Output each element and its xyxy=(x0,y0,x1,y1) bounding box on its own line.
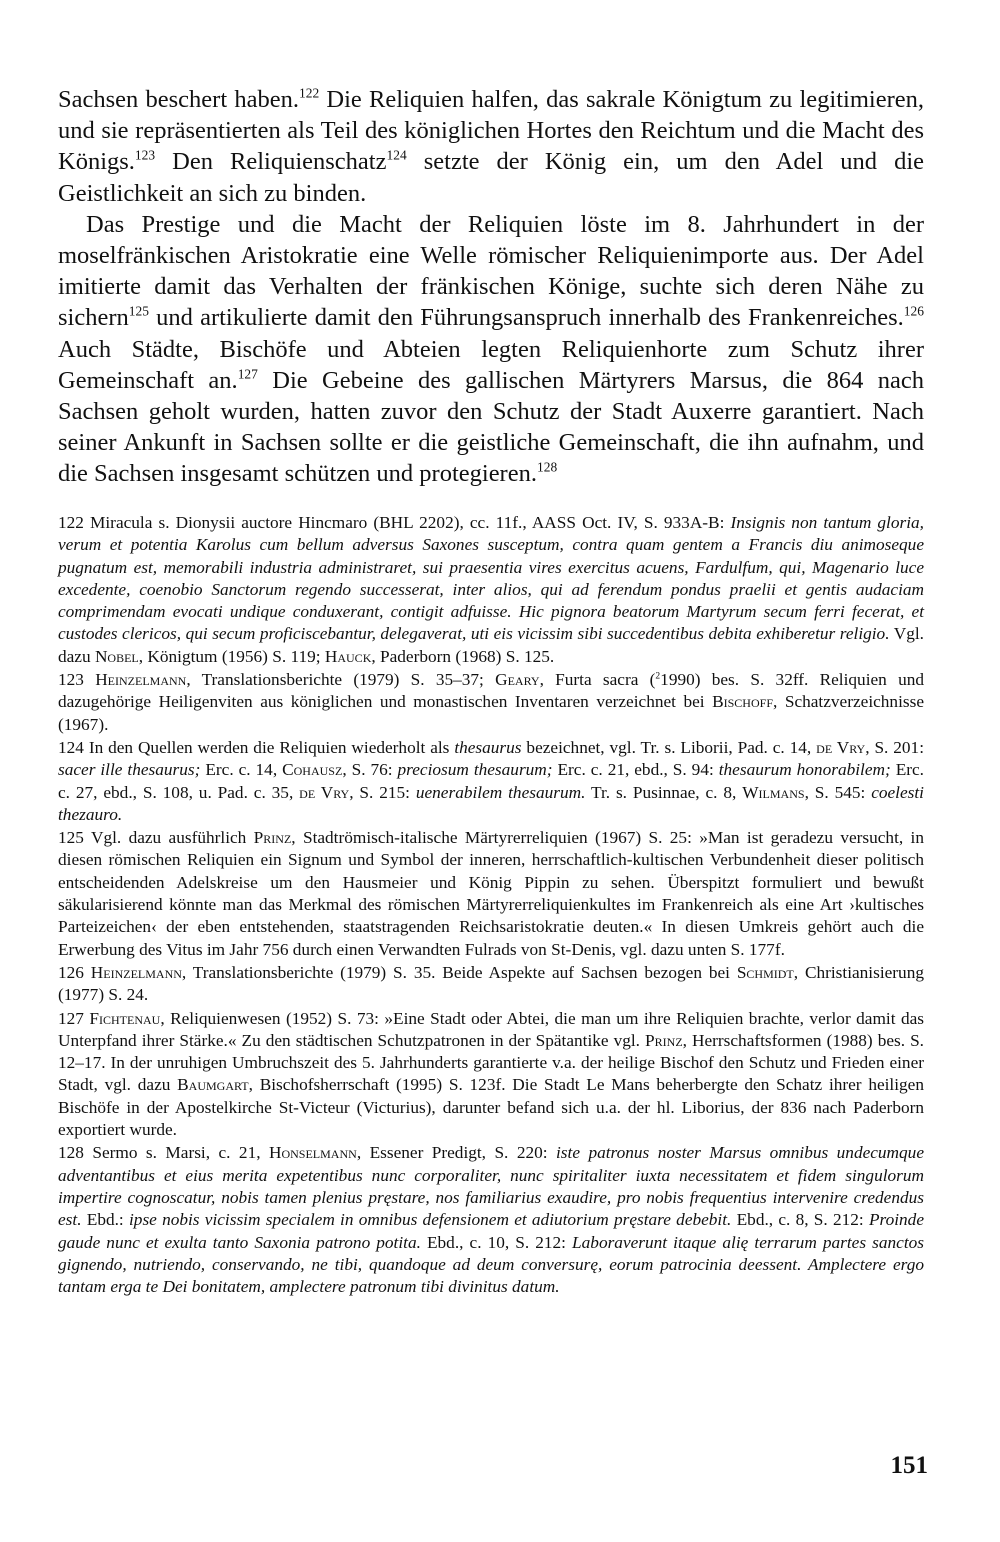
text-run: , S. 76: xyxy=(342,760,398,780)
footnote-ref-122[interactable]: 122 xyxy=(298,85,320,101)
text-run: Den Reliquienschatz xyxy=(155,148,387,176)
author-name: Wilmans xyxy=(742,782,805,802)
text-run: Erc. c. 14, xyxy=(200,760,283,780)
page-number: 151 xyxy=(890,1452,928,1479)
latin-quote: uenerabilem thesaurum. xyxy=(415,782,586,802)
text-run: , S. 201: xyxy=(865,737,925,757)
text-run: , S. 545: xyxy=(804,782,872,802)
text-run: , Paderborn (1968) S. 125. xyxy=(371,646,555,666)
footnote-ref-128[interactable]: 128 xyxy=(536,460,558,476)
footnote-126 xyxy=(58,962,924,1007)
text-run: 125 Vgl. dazu ausführlich xyxy=(58,828,254,848)
text-run: , Stadtrömisch-italische Märtyrerreliquien (1967) S. 25: »Man ist geradezu versucht, in diesen römischen Reliquien ein Signum und Symbol der inneren, herrschaftlich-kultischen Verbundenheit dieser politisch entscheidenden Adelskreise um den Hausmeier und König Pippin zu sehen. Überspitzt formuliert und bewußt säkularisierend könnte man das Merkmal des römischen Märtyrerreliquienkultes im Frankenreich als eine Art ›kultisches Parteizeichen‹ der eben entstehenden, staatstragenden Reichsaristokratie deuten.« In diesen Umkreis gehört auch die Erwerbung des Vitus im Jahr 756 durch einen Verwandten Fulrads von St-Denis, vgl. dazu unten S. 177f. xyxy=(58,828,924,959)
footnote-ref-123[interactable]: 123 xyxy=(134,147,156,163)
main-text xyxy=(58,84,924,490)
footnote-122 xyxy=(58,512,924,668)
footnote-ref-125[interactable]: 125 xyxy=(128,304,149,319)
latin-quote: sacer ille thesaurus; xyxy=(58,760,201,780)
text-run: 123 xyxy=(58,670,96,690)
text-run: Erc. c. 21, ebd., S. 94: xyxy=(552,760,719,780)
paragraph-2 xyxy=(58,209,924,490)
text-run: , Translationsberichte (1979) S. 35. Beide Aspekte auf Sachsen bezogen bei xyxy=(181,962,737,982)
author-name: Prinz xyxy=(253,828,292,848)
text-run: Erc. c. 27, ebd., S. 108, u. Pad. c. 35, xyxy=(58,760,924,802)
footnote-ref-124[interactable]: 124 xyxy=(386,147,407,163)
text-run: , Translationsberichte (1979) S. 35–37; xyxy=(186,670,496,690)
author-name: Heinzelmann xyxy=(90,962,182,982)
text-run: , Essener Predigt, S. 220: xyxy=(356,1143,556,1163)
text-run: , Königtum (1956) S. 119; xyxy=(138,646,325,666)
text-run: 122 Miracula s. Dionysii auctore Hincmaro (BHL 2202), cc. 11f., AASS Oct. IV, S. 933A-B: xyxy=(58,513,731,532)
footnote-123 xyxy=(58,669,924,736)
text-run: setzte der König ein, um den Adel und die Geistlichkeit an sich zu binden. xyxy=(58,148,925,207)
latin-quote: Insignis non tantum gloria, verum et potentia Karolus cum bellum adversus Saxones susceptum, contra quam gentem a Francis diu animoseque pugnatum est, memorabili industria administraret, sui praesentia vires exercitus acuens, Fardulfum, qui, Magenario luce excedente, coenobio Sanctorum regendo successerat, inter alios, qui ad ferendum pondus praelii et gentis audaciam comprimendam evocati undique conduxerant, contigit adfuisse. Hic pignora beatorum Martyrum secum ferri fecerat, et custodes clericos, qui secum proficiscebantur, delegaverat, uti eis vicissim sibi succedentibus debita exhiberetur religio. xyxy=(58,513,924,644)
author-name: Geary xyxy=(495,670,540,690)
author-name: Bischoff xyxy=(712,692,773,712)
text-run: 1990) bes. S. 32ff. Reliquien und dazugehörige Heiligenviten aus königlichen und monastischen Inventaren verzeichnet bei xyxy=(58,670,924,712)
edition-superscript: 2 xyxy=(655,671,661,682)
author-name: Baumgart xyxy=(177,1075,249,1095)
footnote-124 xyxy=(58,737,924,826)
text-run: 124 In den Quellen werden die Reliquien wiederholt als xyxy=(58,737,455,757)
paragraph-1 xyxy=(58,84,924,209)
footnote-128 xyxy=(58,1142,924,1298)
text-run: , Schatzverzeichnisse (1967). xyxy=(58,692,924,734)
text-run: , S. 215: xyxy=(349,782,416,802)
author-name: Hauck xyxy=(324,646,372,666)
text-run: Ebd., c. 10, S. 212: xyxy=(420,1232,573,1252)
latin-quote: Laboraverunt itaque alię terrarum partes sanctos gignendo, nutriendo, conservando, ne tibi, quandoque ad deum conversurę, eorum patrocinia deessent. Amplectere ergo tantam erga te Dei bonitatem, amplectere patronum tibi divinitus datum. xyxy=(58,1232,924,1297)
text-run: , Furta sacra ( xyxy=(539,670,656,690)
text-run: , Christianisierung (1977) S. 24. xyxy=(58,962,924,1005)
latin-quote: coelesti thezauro. xyxy=(58,782,924,824)
text-run: 128 Sermo s. Marsi, c. 21, xyxy=(58,1143,269,1163)
text-run: 127 xyxy=(58,1008,90,1028)
author-name: Honselmann xyxy=(268,1143,357,1163)
text-run: Ebd.: xyxy=(81,1210,129,1230)
footnote-125 xyxy=(58,827,924,961)
text-run: , Herrschaftsformen (1988) bes. S. 12–17. In der unruhigen Umbruchszeit des 5. Jahrhunderts garantierte v.a. der heilige Bischof den Schutz und Frieden einer Stadt, vgl. dazu xyxy=(58,1030,925,1095)
text-run: Vgl. dazu xyxy=(58,624,924,666)
latin-quote: ipse nobis vicissim specialem in omnibus defensionem et adiutorium pręstare debebit. xyxy=(129,1210,732,1230)
footnote-127 xyxy=(58,1008,924,1142)
text-run: , Bischofsherrschaft (1995) S. 123f. Die Stadt Le Mans beherbergte den Schatz ihrer heiligen Bischöfe in der Apostelkirche St-Victeur (Victurius), darunter befand sich u.a. der hl. Liborius, der 836 nach Paderborn exportiert wurde. xyxy=(58,1075,924,1140)
text-run: 126 xyxy=(58,962,91,982)
author-name: Heinzelmann xyxy=(95,670,187,690)
text-run: Die Gebeine des gallischen Märtyrers Marsus, die 864 nach Sachsen geholt wurden, hatten zuvor den Schutz der Stadt Auxerre garantiert. Nach seiner Ankunft in Sachsen sollte er die geistliche Gemeinschaft, die ihn aufnahm, und die Sachsen insgesamt schützen und protegieren. xyxy=(58,366,924,488)
text-run: Die Reliquien halfen, das sakrale Königtum zu legitimieren, und sie repräsentierten als Teil des königlichen Hortes den Reichtum und die Macht des Königs. xyxy=(58,86,924,176)
author-name: Prinz xyxy=(645,1030,683,1050)
text-run: Sachsen beschert haben. xyxy=(58,86,299,113)
latin-quote: preciosum thesaurum; xyxy=(397,760,553,780)
latin-quote: thesaurus xyxy=(454,737,522,757)
footnote-ref-127[interactable]: 127 xyxy=(237,366,258,382)
footnotes xyxy=(58,512,924,1299)
text-run: und artikulierte damit den Führungsanspruch innerhalb des Frankenreiches. xyxy=(148,304,904,332)
author-name: de Vry xyxy=(816,737,866,757)
latin-quote: thesaurum honorabilem; xyxy=(718,760,891,780)
author-name: Cohausz xyxy=(282,760,343,780)
text-run: Auch Städte, Bischöfe und Abteien legten Reliquienhorte zum Schutz ihrer Gemeinschaft an. xyxy=(58,335,924,394)
text-run: Ebd., c. 8, S. 212: xyxy=(731,1210,869,1230)
author-name: Nobel xyxy=(94,646,139,666)
author-name: Fichtenau xyxy=(89,1008,161,1028)
text-run: Tr. s. Pusinnae, c. 8, xyxy=(585,782,743,802)
text-run: bezeichnet, vgl. Tr. s. Liborii, Pad. c. 14, xyxy=(521,737,817,757)
latin-quote: Proinde gaude nunc et exulta tanto Saxonia patrono potita. xyxy=(58,1210,924,1252)
author-name: Schmidt xyxy=(736,962,794,982)
footnote-ref-126[interactable]: 126 xyxy=(903,304,924,319)
latin-quote: iste patronus noster Marsus omnibus undecumque adventantibus et eius merita expetentibus nunc corporaliter, nunc spiritaliter iuxta necessitatem et fidem singulorum impertire cognoscatur, nobis tamen plenius pręstare, nos familiarius exaudire, pro nobis frequentius intervenire credendus est. xyxy=(58,1143,924,1230)
text-run: , Reliquienwesen (1952) S. 73: »Eine Stadt oder Abtei, die man um ihre Reliquien brachte, verlor damit das Unterpfand ihrer Stärke.« Zu den städtischen Schutzpatronen in der Spätantike vgl. xyxy=(58,1008,925,1050)
text-run: Das Prestige und die Macht der Reliquien löste im 8. Jahrhundert in der moselfränkischen Aristokratie eine Welle römischer Reliquienimporte aus. Der Adel imitierte damit das Verhalten der fränkischen Könige, suchte sich deren Nähe zu sichern xyxy=(58,210,924,332)
author-name: de Vry xyxy=(299,782,350,802)
